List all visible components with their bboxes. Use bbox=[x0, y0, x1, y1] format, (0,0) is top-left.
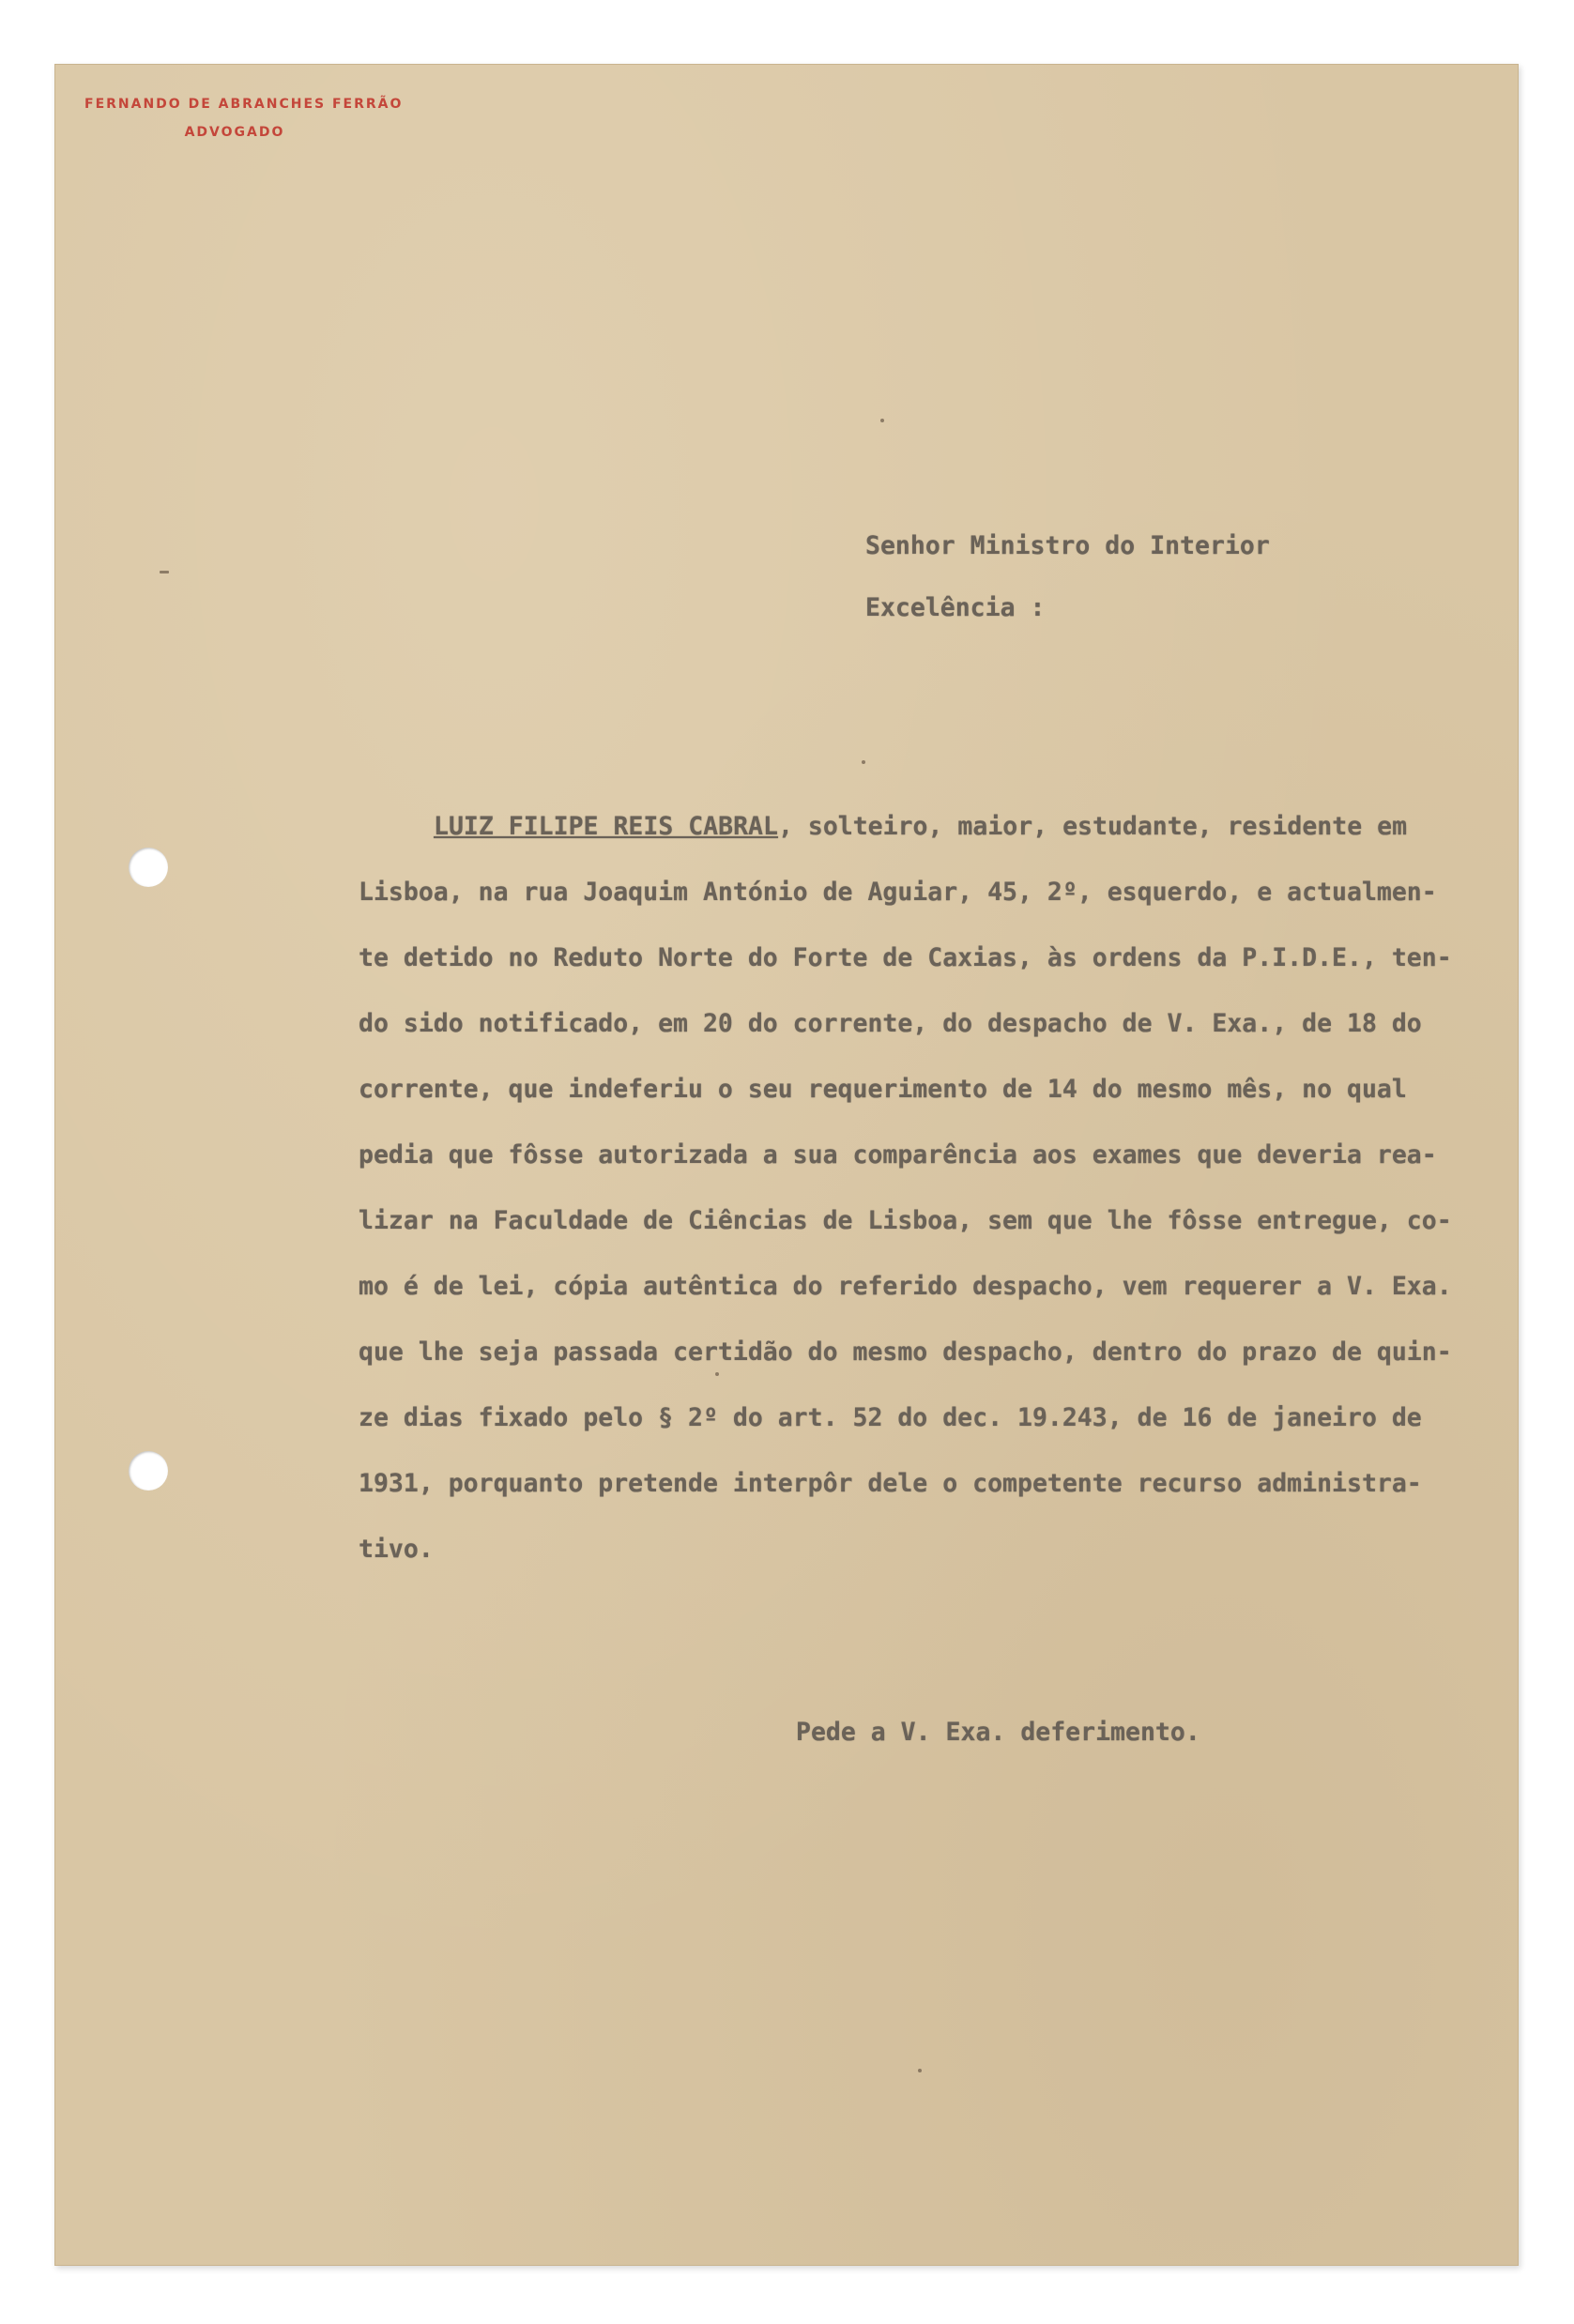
letterhead bbox=[84, 90, 404, 146]
letter-body bbox=[359, 794, 1494, 1582]
body-line: Lisboa, na rua Joaquim António de Aguiar, 45, 2º, esquerdo, e actualmen- bbox=[359, 878, 1437, 907]
body-line: ze dias fixado pelo § 2º do art. 52 do dec. 19.243, de 16 de janeiro de bbox=[359, 1403, 1422, 1432]
greeting: Excelência : bbox=[865, 593, 1046, 622]
body-line: 1931, porquanto pretende interpôr dele o competente recurso administra- bbox=[359, 1469, 1422, 1498]
paper-speck bbox=[880, 419, 884, 422]
body-line: do sido notificado, em 20 do corrente, do despacho de V. Exa., de 18 do bbox=[359, 1009, 1422, 1038]
body-line: lizar na Faculdade de Ciências de Lisboa, sem que lhe fôsse entregue, co- bbox=[359, 1206, 1452, 1235]
paper-speck bbox=[862, 760, 865, 764]
body-line: pedia que fôsse autorizada a sua comparência aos exames que deveria rea- bbox=[359, 1140, 1437, 1170]
body-line: tivo. bbox=[359, 1535, 434, 1564]
punch-hole-bottom bbox=[129, 1451, 168, 1491]
body-line: que lhe seja passada certidão do mesmo despacho, dentro do prazo de quin- bbox=[359, 1338, 1452, 1367]
body-line-first bbox=[359, 794, 1494, 860]
closing: Pede a V. Exa. deferimento. bbox=[796, 1718, 1200, 1747]
letterhead-name: FERNANDO DE ABRANCHES FERRÃO bbox=[84, 97, 404, 112]
paper-speck bbox=[918, 2069, 922, 2072]
body-line: corrente, que indeferiu o seu requerimento de 14 do mesmo mês, no qual bbox=[359, 1075, 1407, 1104]
requester-name: LUIZ FILIPE REIS CABRAL bbox=[434, 812, 778, 841]
body-line: mo é de lei, cópia autêntica do referido despacho, vem requerer a V. Exa. bbox=[359, 1272, 1452, 1301]
punch-hole-top bbox=[129, 848, 168, 887]
letterhead-title: ADVOGADO bbox=[184, 125, 285, 140]
body-line: te detido no Reduto Norte do Forte de Caxias, às ordens da P.I.D.E., ten- bbox=[359, 943, 1452, 972]
salutation: Senhor Ministro do Interior bbox=[865, 531, 1270, 560]
body-line-first-rest: , solteiro, maior, estudante, residente em bbox=[777, 812, 1408, 841]
paper-speck bbox=[160, 571, 169, 573]
